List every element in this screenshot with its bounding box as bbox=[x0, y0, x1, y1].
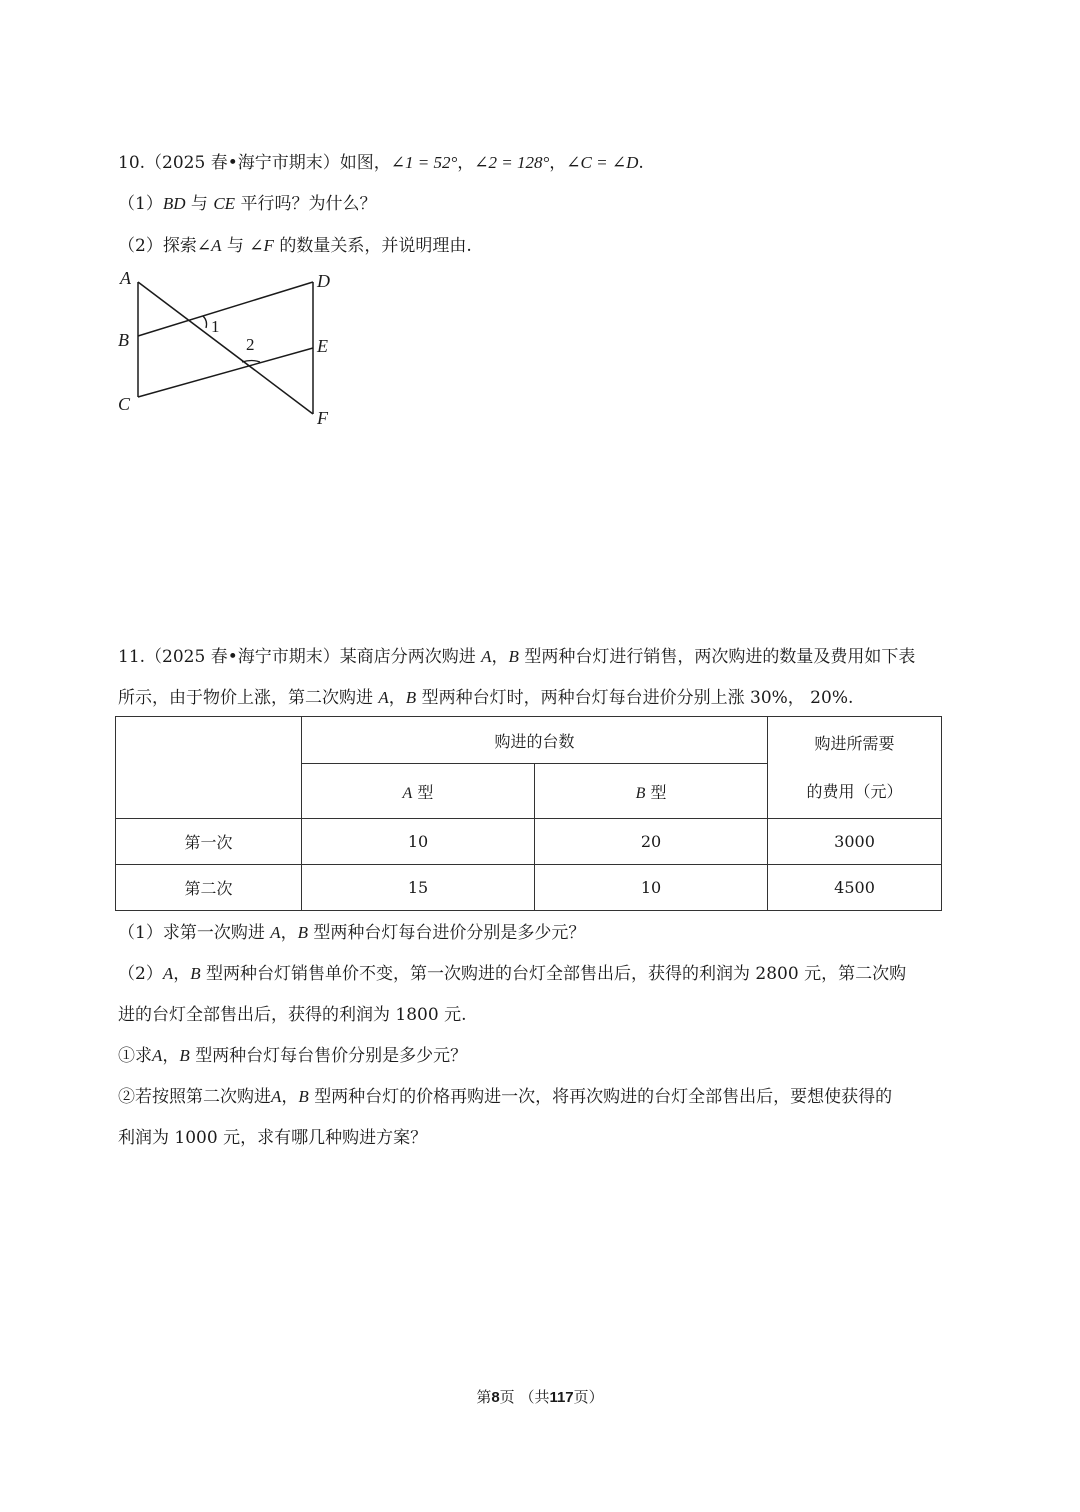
q11-part2-line2: 进的台灯全部售出后，获得的利润为 1800 元. bbox=[118, 1005, 467, 1025]
label-a: A bbox=[120, 268, 131, 288]
q11-part2-type-a: A bbox=[162, 964, 174, 983]
cell-cost: 4500 bbox=[768, 865, 942, 911]
q11-line2-b: 型两种台灯时，两种台灯每台进价分别上涨 30%， 20%. bbox=[421, 688, 854, 708]
cell-type-b: 20 bbox=[535, 819, 768, 865]
q11-sub2-type-a: A bbox=[271, 1087, 282, 1106]
footer-post: 页） bbox=[573, 1388, 604, 1406]
q11-part1-sep: ， bbox=[280, 923, 298, 943]
q10-source: （2025 春•海宁市期末） bbox=[145, 153, 340, 173]
segment-bd bbox=[138, 282, 313, 336]
q11-part1-type-a: A bbox=[270, 923, 281, 942]
footer-total-pages: 117 bbox=[549, 1389, 574, 1406]
q10-end: . bbox=[638, 153, 644, 173]
q11-part2 bbox=[118, 962, 906, 986]
q10-part2-angle-a: ∠A bbox=[196, 236, 222, 255]
label-c: C bbox=[118, 394, 131, 414]
q11-sub1-type-a: A bbox=[152, 1046, 163, 1065]
q10-part1 bbox=[118, 192, 376, 216]
q11-sub2-sep: ， bbox=[281, 1087, 299, 1107]
q11-line2-type-a: A bbox=[378, 688, 389, 707]
subheader-type-a-suffix: 型 bbox=[417, 782, 434, 802]
q11-line1 bbox=[118, 645, 915, 669]
q10-part1-mid: 与 bbox=[190, 194, 208, 214]
q10-cond3: ∠C = ∠D bbox=[566, 153, 639, 172]
q11-line1-a: 11.（2025 春•海宁市期末）某商店分两次购进 bbox=[118, 647, 476, 667]
q10-cond1: ∠1 = 52° bbox=[390, 153, 458, 172]
q10-number: 10. bbox=[118, 153, 146, 173]
q11-line2-sep: ， bbox=[388, 688, 406, 708]
q11-sub2-type-b: B bbox=[298, 1087, 309, 1106]
q10-stem bbox=[118, 151, 644, 175]
q10-cond2: ∠2 = 128° bbox=[474, 153, 550, 172]
q11-sub1-type-b: B bbox=[179, 1046, 190, 1065]
footer-mid: 页 （共 bbox=[499, 1388, 550, 1406]
cell-type-b: 10 bbox=[535, 865, 768, 911]
q11-part1-type-b: B bbox=[297, 923, 309, 942]
label-angle1: 1 bbox=[211, 317, 220, 336]
q11-part1 bbox=[118, 921, 585, 945]
purchase-table bbox=[115, 716, 942, 911]
angle1-arc bbox=[203, 316, 207, 328]
header-purchase-count: 购进的台数 bbox=[302, 717, 768, 764]
q10-stem-text: 如图， bbox=[339, 153, 391, 173]
table-row bbox=[116, 865, 942, 911]
q11-sub1-a: ①求 bbox=[118, 1046, 152, 1066]
q11-part2-type-b: B bbox=[190, 964, 201, 983]
q11-line1-type-a: A bbox=[481, 647, 492, 666]
subheader-type-b-letter: B bbox=[635, 784, 646, 802]
q10-part1-segment-bd: BD bbox=[162, 194, 186, 213]
q10-sep2: ， bbox=[549, 153, 567, 173]
q11-line2-a: 所示，由于物价上涨，第二次购进 bbox=[118, 688, 373, 708]
q11-line2-type-b: B bbox=[405, 688, 417, 707]
subheader-type-a-letter: A bbox=[402, 784, 413, 802]
label-angle2: 2 bbox=[246, 335, 255, 354]
q11-sub1-sep: ， bbox=[162, 1046, 180, 1066]
q11-line1-type-b: B bbox=[508, 647, 519, 666]
subheader-type-a bbox=[302, 764, 535, 819]
segment-ce bbox=[138, 348, 313, 397]
angle2-arc bbox=[242, 361, 260, 363]
q10-part1-number: （1） bbox=[118, 194, 163, 214]
q10-part2-pre: 探索 bbox=[162, 236, 197, 256]
table-row bbox=[116, 819, 942, 865]
q11-sub2-line2: 利润为 1000 元，求有哪几种购进方案？ bbox=[118, 1128, 428, 1148]
q11-line2 bbox=[118, 686, 853, 710]
cell-type-a: 10 bbox=[302, 819, 535, 865]
page-footer bbox=[0, 1386, 1080, 1407]
q10-part2-tail: 的数量关系，并说明理由. bbox=[279, 236, 472, 256]
header-cost-line2: 的费用（元） bbox=[806, 781, 903, 801]
q10-part2-mid: 与 bbox=[226, 236, 244, 256]
q11-sub1 bbox=[118, 1044, 467, 1068]
table-header-row bbox=[116, 717, 942, 764]
segment-af bbox=[138, 282, 313, 414]
q11-part1-b: 型两种台灯每台进价分别是多少元？ bbox=[313, 923, 586, 943]
q10-sep1: ， bbox=[457, 153, 475, 173]
cell-cost: 3000 bbox=[768, 819, 942, 865]
footer-pre: 第 bbox=[476, 1388, 492, 1406]
q11-line1-sep: ， bbox=[491, 647, 509, 667]
label-f: F bbox=[317, 408, 328, 428]
label-b: B bbox=[118, 330, 129, 350]
label-e: E bbox=[317, 336, 328, 356]
row-label: 第二次 bbox=[116, 865, 302, 911]
subheader-type-b bbox=[535, 764, 768, 819]
q11-sub2 bbox=[118, 1085, 892, 1109]
q11-sub1-b: 型两种台灯每台售价分别是多少元？ bbox=[195, 1046, 468, 1066]
q10-part2-angle-f: ∠F bbox=[249, 236, 274, 255]
header-cost-line1: 购进所需要 bbox=[814, 733, 895, 753]
q10-part2 bbox=[118, 234, 472, 258]
header-cost bbox=[768, 717, 942, 819]
cell-type-a: 15 bbox=[302, 865, 535, 911]
q10-part1-segment-ce: CE bbox=[213, 194, 236, 213]
q11-sub2-b: 型两种台灯的价格再购进一次，将再次购进的台灯全部售出后，要想使获得的 bbox=[314, 1087, 893, 1107]
q11-part2-number: （2） bbox=[118, 964, 163, 984]
q11-part2-b: 型两种台灯销售单价不变，第一次购进的台灯全部售出后，获得的利润为 2800 元，第二次购 bbox=[206, 964, 907, 984]
geometry-figure bbox=[112, 262, 352, 432]
q11-part1-a: （1）求第一次购进 bbox=[118, 923, 265, 943]
footer-page-number: 8 bbox=[491, 1389, 500, 1406]
table-corner-cell bbox=[116, 717, 302, 819]
q11-line1-b: 型两种台灯进行销售，两次购进的数量及费用如下表 bbox=[524, 647, 916, 667]
q11-sub2-a: ②若按照第二次购进 bbox=[118, 1087, 271, 1107]
label-d: D bbox=[317, 271, 330, 291]
subheader-type-b-suffix: 型 bbox=[650, 782, 667, 802]
q10-part2-number: （2） bbox=[118, 236, 163, 256]
q10-part1-tail: 平行吗？为什么？ bbox=[240, 194, 377, 214]
row-label: 第一次 bbox=[116, 819, 302, 865]
q11-part2-sep: ， bbox=[173, 964, 191, 984]
